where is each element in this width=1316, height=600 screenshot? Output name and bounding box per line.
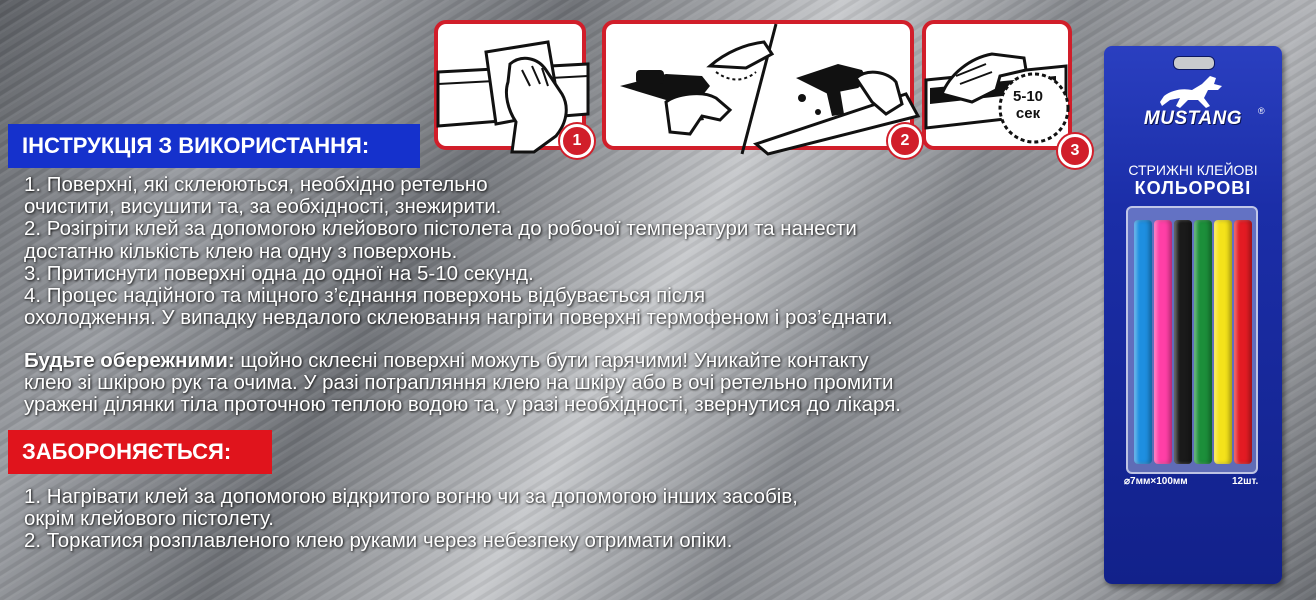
- forbidden-line: 1. Нагрівати клей за допомогою відкритого вогню чи за допомогою інших засобів,: [24, 485, 798, 508]
- step-2-panel: [602, 20, 914, 150]
- registered-mark: ®: [1258, 106, 1265, 116]
- steps-illustrations: [434, 20, 1084, 160]
- glue-stick: [1194, 220, 1212, 464]
- forbidden-line: окрім клейового пістолету.: [24, 507, 274, 531]
- package-subtitle: КОЛЬОРОВІ: [1134, 178, 1252, 198]
- instruction-line: очистити, висушити та, за еобхідності, знежирити.: [24, 195, 502, 219]
- step-3-panel: [922, 20, 1080, 159]
- glue-stick: [1174, 220, 1192, 464]
- step-2-number: 2: [900, 132, 910, 149]
- instruction-line: охолодження. У випадку невдалого склеювання нагріти поверхні термофеном і роз’єднати.: [24, 306, 893, 330]
- forbidden-heading: ЗАБОРОНЯЄТЬСЯ:: [8, 430, 272, 474]
- caution-line: [24, 350, 901, 372]
- horse-logo-icon: [1158, 70, 1228, 110]
- instruction-line: 1. Поверхні, які склеюються, необхідно ретельно: [24, 173, 488, 196]
- instruction-line: достатню кількість клею на одну з поверхонь.: [24, 239, 458, 263]
- product-package: [1104, 46, 1282, 584]
- brand-name: MUSTANG: [1143, 108, 1243, 129]
- step-1-number: 1: [572, 132, 582, 149]
- glue-stick: [1134, 220, 1152, 464]
- forbidden-line: 2. Торкатися розплавленого клею руками через небезпеку отримати опіки.: [24, 529, 733, 553]
- forbidden-text: [24, 486, 798, 553]
- stick-count: 12шт.: [1232, 476, 1259, 487]
- instruction-line: 4. Процес надійного та міцного з’єднання поверхонь відбувається після: [24, 284, 706, 308]
- step-1-panel: [434, 20, 586, 150]
- sticks-window: [1126, 206, 1258, 474]
- caution-line1-rest: щойно склеєні поверхні можуть бути гарячими! Уникайте контакту: [234, 349, 869, 372]
- instructions-text: [24, 174, 893, 329]
- timer-value: 5-10: [1012, 88, 1044, 105]
- caution-line: уражені ділянки тіла проточною теплою водою та, у разі необхідності, звернутися до лікаря.: [24, 393, 901, 417]
- step-1-badge: [560, 124, 594, 158]
- glue-stick: [1154, 220, 1172, 464]
- stick-size: ⌀7мм×100мм: [1124, 476, 1188, 487]
- timer-unit: сек: [1015, 105, 1041, 122]
- step-2-badge: [888, 124, 922, 158]
- package-title: СТРИЖНІ КЛЕЙОВІ: [1128, 162, 1258, 178]
- step-3-number: 3: [1070, 142, 1080, 159]
- hang-hole: [1173, 56, 1215, 70]
- glue-stick: [1234, 220, 1252, 464]
- caution-text: [24, 350, 901, 417]
- caution-line: клею зі шкірою рук та очима. У разі потрапляння клею на шкіру або в очі ретельно промити: [24, 371, 894, 395]
- instruction-line: 2. Розігріти клей за допомогою клейового пістолета до робочої температури та нанести: [24, 217, 857, 241]
- instruction-line: 3. Притиснути поверхні одна до одної на 5-10 секунд.: [24, 261, 534, 285]
- glue-stick: [1214, 220, 1232, 464]
- instructions-heading: ІНСТРУКЦІЯ З ВИКОРИСТАННЯ:: [8, 124, 420, 168]
- glue-gun-icon: [606, 24, 918, 154]
- step-3-badge: [1058, 134, 1092, 168]
- caution-label: Будьте обережними:: [24, 349, 235, 372]
- timer-label: [1000, 88, 1056, 122]
